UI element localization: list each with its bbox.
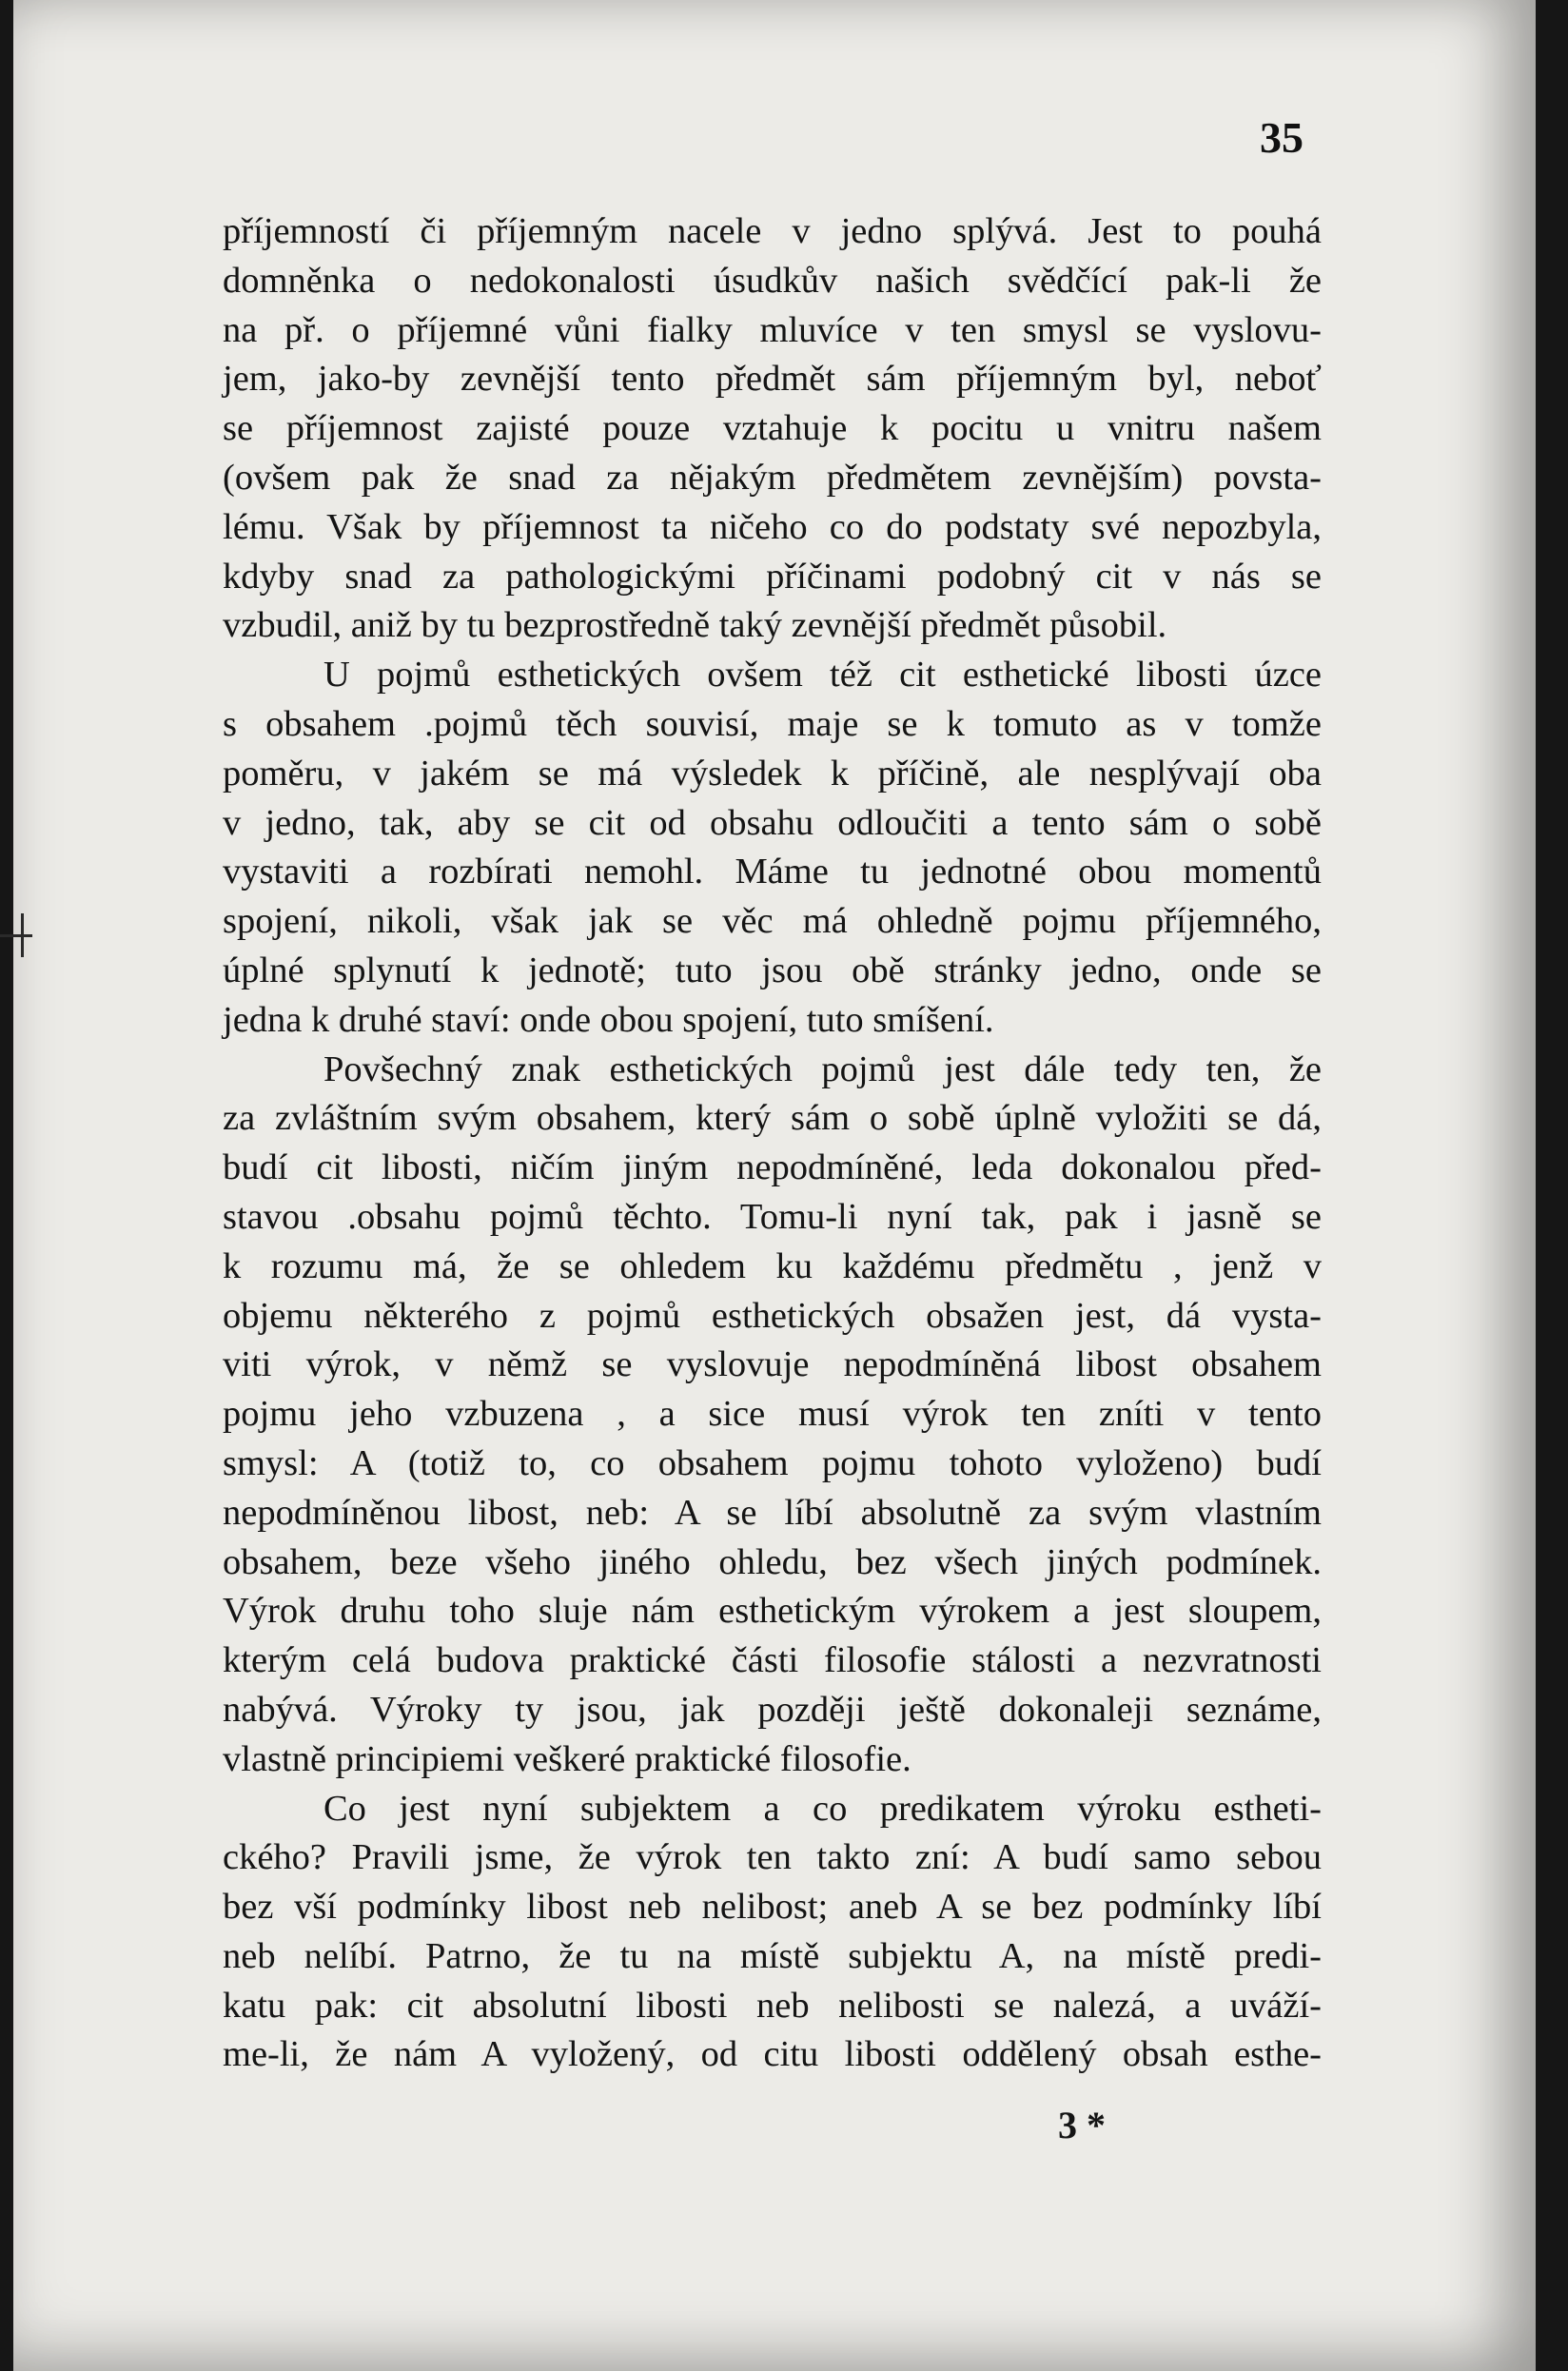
text-line: poměru, v jakém se má výsledek k příčině, ale nesplývají oba	[223, 753, 1322, 794]
text-line: kterým celá budova praktické části filosofie stálosti a nezvratnosti	[223, 1640, 1322, 1681]
text-line: se příjemnost zajisté pouze vztahuje k pocitu u vnitru našem	[223, 408, 1322, 449]
text-line: katu pak: cit absolutní libosti neb nelibosti se nalezá, a uváží-	[223, 1985, 1322, 2026]
book-page	[13, 0, 1536, 2371]
text-line: Výrok druhu toho sluje nám esthetickým výrokem a jest sloupem,	[223, 1591, 1322, 1632]
text-line: k rozumu má, že se ohledem ku každému předmětu , jenž v	[223, 1245, 1322, 1286]
text-line: kdyby snad za pathologickými příčinami podobný cit v nás se	[223, 556, 1322, 597]
text-line: nabývá. Výroky ty jsou, jak později ještě dokonaleji seznáme,	[223, 1689, 1322, 1730]
text-line: pojmu jeho vzbuzena , a sice musí výrok ten zníti v tento	[223, 1394, 1322, 1435]
text-line: jedna k druhé staví: onde obou spojení, tuto smíšení.	[223, 999, 994, 1040]
text-line: viti výrok, v němž se vyslovuje nepodmíněná libost obsahem	[223, 1344, 1322, 1385]
text-line: Povšechný znak esthetických pojmů jest dále tedy ten, že	[323, 1048, 1322, 1089]
text-line: jem, jako-by zevnější tento předmět sám příjemným byl, neboť	[223, 359, 1322, 400]
text-line: za zvláštním svým obsahem, který sám o sobě úplně vyložiti se dá,	[223, 1098, 1322, 1139]
text-line: v jedno, tak, aby se cit od obsahu odloučiti a tento sám o sobě	[223, 802, 1322, 843]
text-line: vlastně principiemi veškeré praktické filosofie.	[223, 1738, 911, 1779]
text-line: lému. Však by příjemnost ta ničeho co do podstaty své nepozbyla,	[223, 506, 1322, 547]
text-line: příjemností či příjemným nacele v jedno splývá. Jest to pouhá	[223, 211, 1322, 251]
text-line: spojení, nikoli, však jak se věc má ohledně pojmu příjemného,	[223, 901, 1322, 942]
text-line: obsahem, beze všeho jiného ohledu, bez všech jiných podmínek.	[223, 1541, 1322, 1582]
text-line: vzbudil, aniž by tu bezprostředně taký zevnější předmět působil.	[223, 605, 1167, 646]
text-line: U pojmů esthetických ovšem též cit esthetické libosti úzce	[323, 655, 1322, 696]
page-number: 35	[1260, 113, 1303, 162]
text-line: na př. o příjemné vůni fialky mluvíce v ten smysl se vyslovu-	[223, 309, 1322, 350]
margin-tick-mark-vertical	[21, 913, 24, 957]
text-line: smysl: A (totiž to, co obsahem pojmu tohoto vyloženo) budí	[223, 1442, 1322, 1483]
text-line: ckého? Pravili jsme, že výrok ten takto zní: A budí samo sebou	[223, 1837, 1322, 1878]
text-line: s obsahem .pojmů těch souvisí, maje se k tomuto as v tomže	[223, 703, 1322, 744]
text-line: objemu některého z pojmů esthetických obsažen jest, dá vysta-	[223, 1295, 1322, 1336]
text-line: stavou .obsahu pojmů těchto. Tomu-li nyní tak, pak i jasně se	[223, 1196, 1322, 1237]
printer-signature: 3 *	[1058, 2104, 1106, 2146]
text-line: neb nelíbí. Patrno, že tu na místě subjektu A, na místě predi-	[223, 1935, 1322, 1976]
text-line: me-li, že nám A vyložený, od citu libosti oddělený obsah esthe-	[223, 2034, 1322, 2075]
margin-tick-mark	[0, 934, 32, 937]
text-line: úplné splynutí k jednotě; tuto jsou obě stránky jedno, onde se	[223, 950, 1322, 990]
text-line: vystaviti a rozbírati nemohl. Máme tu jednotné obou momentů	[223, 852, 1322, 892]
text-line: (ovšem pak že snad za nějakým předmětem zevnějším) povsta-	[223, 457, 1322, 498]
body-text	[223, 207, 1322, 2080]
text-line: bez vší podmínky libost neb nelibost; aneb A se bez podmínky líbí	[223, 1887, 1322, 1928]
text-line: budí cit libosti, ničím jiným nepodmíněné, leda dokonalou před-	[223, 1147, 1322, 1188]
text-line: Co jest nyní subjektem a co predikatem výroku estheti-	[323, 1788, 1322, 1829]
text-line: nepodmíněnou libost, neb: A se líbí absolutně za svým vlastním	[223, 1492, 1322, 1533]
text-line: domněnka o nedokonalosti úsudkův našich svědčící pak-li že	[223, 260, 1322, 301]
